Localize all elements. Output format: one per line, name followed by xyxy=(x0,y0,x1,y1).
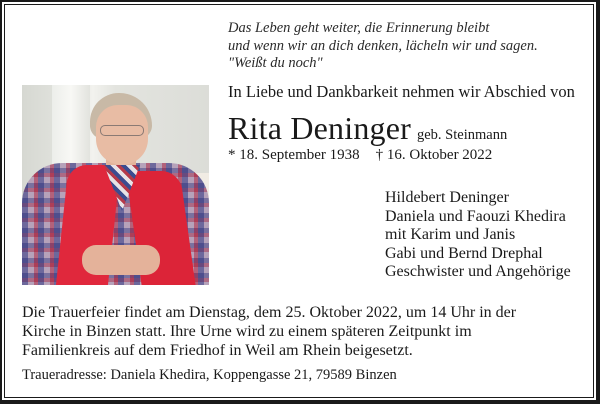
life-dates xyxy=(228,146,492,164)
mourning-address: Traueradresse: Daniela Khedira, Koppengasse 21, 79589 Binzen xyxy=(22,367,397,383)
poem-line: und wenn wir an dich denken, lächeln wir und sagen. xyxy=(228,37,538,54)
mourner: Geschwister und Angehörige xyxy=(385,263,571,281)
birth-name: geb. Steinmann xyxy=(417,127,508,143)
photo-hands xyxy=(82,245,160,275)
mourner: mit Karim und Janis xyxy=(385,226,516,244)
portrait-photo xyxy=(22,85,209,285)
funeral-line: Familienkreis auf dem Friedhof in Weil am Rhein beigesetzt. xyxy=(22,342,413,359)
mourner: Daniela und Faouzi Khedira xyxy=(385,207,566,225)
death-date: † 16. Oktober 2022 xyxy=(375,147,493,163)
memorial-poem xyxy=(228,20,538,73)
poem-line: "Weißt du noch" xyxy=(228,55,323,71)
poem-line: Das Leben geht weiter, die Erinnerung bleibt xyxy=(228,20,490,36)
photo-glasses xyxy=(100,125,144,136)
funeral-line: Kirche in Binzen statt. Ihre Urne wird zu einem späteren Zeitpunkt im xyxy=(22,323,472,340)
mourner: Gabi und Bernd Drephal xyxy=(385,244,543,262)
mourner: Hildebert Deninger xyxy=(385,189,509,206)
deceased-name: Rita Deninger xyxy=(228,110,411,146)
funeral-announcement xyxy=(22,303,516,360)
mourners-list xyxy=(385,189,571,282)
intro-text: In Liebe und Dankbarkeit nehmen wir Abschied von xyxy=(228,82,575,101)
funeral-line: Die Trauerfeier findet am Dienstag, dem 25. Oktober 2022, um 14 Uhr in der xyxy=(22,304,517,321)
birth-date: * 18. September 1938 xyxy=(228,147,360,163)
